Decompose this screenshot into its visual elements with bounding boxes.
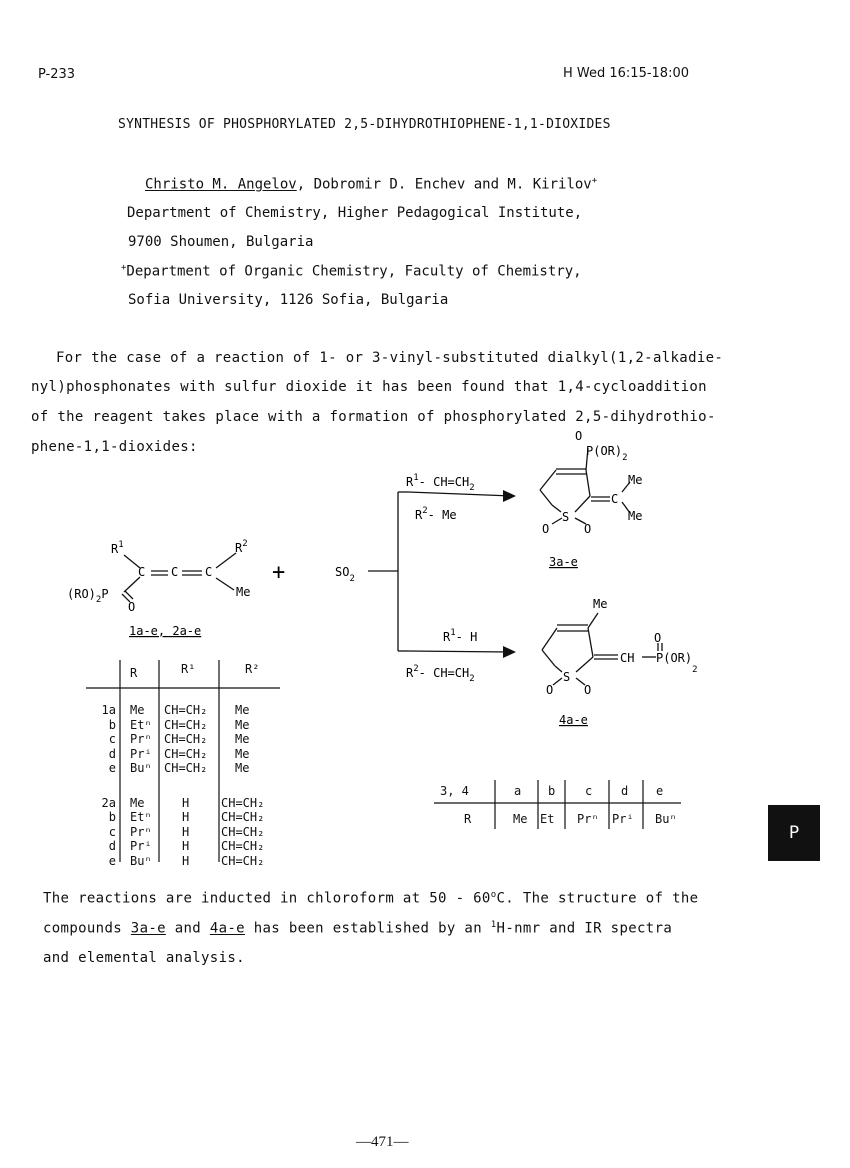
lower-condition-1: $R^1-$ H (443, 628, 478, 644)
product4-s: S (563, 670, 571, 684)
product4-me: Me (593, 597, 608, 611)
table12-id-column: 1a b c d e 2a b c d e (101, 703, 116, 868)
upper-condition-2: $R^2-$ Me (415, 506, 457, 522)
sulfur-dioxide: $SO_2$ (335, 565, 355, 584)
table34-val-b: Et (540, 812, 555, 826)
product4-ch: CH (620, 651, 635, 665)
product3-c: C (611, 492, 619, 506)
table12-r1-column: CH=CH₂ CH=CH₂ CH=CH₂ CH=CH₂ CH=CH₂ H H H H H (164, 703, 208, 868)
plus-sign: + (272, 560, 286, 585)
table12-header-r2: R² (245, 662, 260, 676)
reactant-ro2p: $(RO)_2P$ (67, 587, 109, 605)
reactant-c1: C (138, 565, 146, 579)
table34-col-d: d (621, 784, 629, 798)
lower-condition-2: $R^2-$ $CH=CH_2$ (406, 664, 475, 684)
product4-label: 4a-e (559, 713, 588, 727)
author-mark: + (591, 176, 598, 186)
conclusion-line-1: The reactions are inducted in chloroform at 50 - 60$^o$C. The structure of the (43, 890, 699, 907)
product3-o-right: O (584, 522, 592, 536)
section-tab: P (768, 805, 820, 861)
conclusion-line-3: and elemental analysis. (43, 950, 245, 966)
reactant-c2: C (171, 565, 179, 579)
product4-o-right: O (584, 683, 592, 697)
reactant-o: O (128, 600, 136, 614)
reactant-label: 1a-e, 2a-e (129, 624, 202, 638)
affiliation-line-2: 9700 Shoumen, Bulgaria (128, 234, 314, 250)
product3-label: 3a-e (549, 555, 578, 569)
affiliation-line-4: Sofia University, 1126 Sofia, Bulgaria (128, 292, 449, 308)
paper-title: SYNTHESIS OF PHOSPHORYLATED 2,5-DIHYDROTHIOPHENE-1,1-DIOXIDES (118, 117, 611, 132)
table12-r-column: Me Etⁿ Prⁿ Prⁱ Buⁿ Me Etⁿ Prⁿ Prⁱ Buⁿ (130, 703, 152, 868)
table34-val-d: Prⁱ (612, 812, 634, 826)
reactant-r1: $R^1$ (111, 540, 124, 556)
product3-o: O (575, 429, 583, 443)
product3-o-left: O (542, 522, 550, 536)
affiliation-line-3: +Department of Organic Chemistry, Faculty of Chemistry, (121, 263, 582, 280)
conclusion-line-2: compounds 3a-e and 4a-e has been established by an $^1$H-nmr and IR spectra (43, 920, 673, 937)
product4-o: O (654, 631, 662, 645)
session-info: H Wed 16:15-18:00 (563, 66, 690, 81)
intro-line-1: For the case of a reaction of 1- or 3-vinyl-substituted dialkyl(1,2-alkadie- (56, 350, 724, 366)
table34-corner: 3, 4 (440, 784, 469, 798)
table34-row-label: R (464, 812, 472, 826)
table12-r2-column: Me Me Me Me Me CH=CH₂ CH=CH₂ CH=CH₂ CH=CH₂ CH=CH₂ (221, 703, 265, 868)
reactant-r2: $R^2$ (235, 539, 248, 555)
product3-me-top: Me (628, 473, 643, 487)
product3-me-bottom: Me (628, 509, 643, 523)
affiliation-mark: + (121, 263, 127, 273)
product3-por2: $P(OR)_2$ (586, 444, 628, 463)
abstract-code: P-233 (38, 67, 76, 82)
upper-condition-1: $R^1-$ $CH=CH_2$ (406, 473, 475, 493)
arrow-head-upper (503, 490, 516, 502)
intro-line-4: phene-1,1-dioxides: (31, 439, 198, 455)
table34-col-e: e (656, 784, 664, 798)
affiliation-line-1: Department of Chemistry, Higher Pedagogical Institute, (127, 205, 583, 221)
table34-col-c: c (585, 784, 593, 798)
table34-val-e: Buⁿ (655, 812, 677, 826)
page-number: —471— (356, 1134, 409, 1150)
intro-line-2: nyl)phosphonates with sulfur dioxide it has been found that 1,4-cycloaddition (31, 379, 707, 395)
product3-s: S (562, 510, 570, 524)
product4-o-left: O (546, 683, 554, 697)
product4-por2: $P(OR)_2$ (656, 651, 698, 675)
reactant-me: Me (236, 585, 251, 599)
table12-header-r1: R¹ (181, 662, 196, 676)
co-authors: , Dobromir D. Enchev and M. Kirilov (296, 176, 592, 193)
table12-header-r: R (130, 666, 138, 680)
table34-col-a: a (514, 784, 522, 798)
reactant-c3: C (205, 565, 213, 579)
table34-val-a: Me (513, 812, 528, 826)
table34-val-c: Prⁿ (577, 812, 599, 826)
table34-col-b: b (548, 784, 556, 798)
intro-line-3: of the reagent takes place with a formation of phosphorylated 2,5-dihydrothio- (31, 409, 716, 425)
arrow-head-lower (503, 646, 516, 658)
presenting-author: Christo M. Angelov (145, 176, 297, 193)
